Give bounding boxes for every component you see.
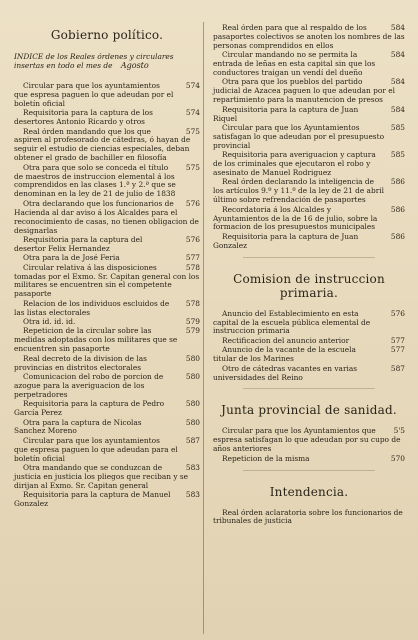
entry-text: Rectificacion del anuncio anterior	[222, 335, 350, 345]
entry-page-number: 586	[390, 204, 405, 214]
sanidad-entry-list	[213, 427, 405, 463]
instruccion-entry-list	[213, 310, 405, 383]
index-entry	[213, 106, 405, 124]
column-divider	[203, 22, 204, 634]
left-column	[14, 24, 200, 510]
entry-page-number: 576	[185, 234, 200, 244]
index-entry	[213, 178, 405, 205]
entry-page-number: 578	[185, 262, 200, 272]
index-entry	[14, 264, 200, 300]
entry-page-number: 574	[185, 81, 200, 90]
entry-page-number: 583	[185, 463, 200, 473]
section-title-gobierno: Gobierno político.	[50, 28, 164, 42]
index-heading-text: INDICE de los Reales órdenes y circulares insertas en todo el mes de	[14, 52, 174, 70]
section-title-instruccion: Comision de instruccion primaria.	[233, 271, 385, 300]
entry-page-number: 579	[185, 326, 200, 336]
entry-page-number: 584	[390, 104, 405, 114]
entry-page-number: 580	[185, 399, 200, 409]
index-entry	[14, 164, 200, 200]
index-entry	[213, 78, 405, 105]
entry-page-number: 586	[390, 177, 405, 187]
entry-page-number: 575	[185, 162, 200, 172]
entry-text: Anuncio del Establecimiento en esta capital de la escuela pública elemental de instruccion primaria	[213, 308, 371, 336]
index-entry	[213, 24, 405, 51]
entry-text: Circular para que los Ayuntamientos que espresa satisfagan lo que adeudan por su cupo de años anteriores	[213, 426, 401, 454]
entry-text: Circular mandando no se permita la entrada de leñas en esta capital sin que los conductores traigan un vendí del dueño	[213, 50, 376, 78]
entry-page-number: 585	[390, 122, 405, 132]
index-entry	[14, 373, 200, 400]
entry-text: Requisitoria para la captura de Pedro García Perez	[14, 399, 165, 418]
entry-text: Requisitoria para averiguacion y captura de los criminales que ejecutaron el robo y asesinato de Manuel Rodriguez	[213, 150, 376, 177]
index-entry	[213, 206, 405, 233]
index-entry	[213, 455, 405, 464]
index-entry	[213, 233, 405, 251]
entry-text: Real órden mandando que los que aspiren al profesorado de cátedras, ó hayan de seguir el estudio de ciencias especiales, deban obtener el grado de bachiller en filosofía	[14, 126, 191, 163]
entry-text: Comunicacion del robo de porcion de azogue para la averiguacion de los perpetradores	[14, 372, 164, 399]
index-entry	[14, 400, 200, 418]
index-entry	[213, 51, 405, 78]
index-entry	[14, 327, 200, 354]
entry-page-number: 576	[185, 198, 200, 208]
entry-text: Otra para la captura de Nicolas Sanchez Moreno	[14, 417, 142, 436]
entry-text: Requisitoria para la captura de Juan Gonzalez	[213, 231, 359, 250]
entry-text: Real órden declarando la inteligencia de los artículos 9.º y 11.º de la ley de 21 de abril último sobre refrendación de pasaportes	[213, 177, 384, 205]
entry-text: Otra mandando que se conduzcan de justicia en justicia los pliegos que reciban y se dirijan al Exmo. Sr. Capitan general	[14, 463, 189, 490]
entry-text: Anuncio de la vacante de la escuela titular de los Marines	[213, 345, 356, 364]
intendencia-entry-list	[213, 509, 405, 527]
entry-text: Circular relativa á las disposiciones tomadas por el Exmo. Sr. Capitan general con los militares se encuentren sin el competente pasaporte	[14, 262, 200, 299]
index-entry	[213, 365, 405, 383]
entry-text: Real órden aclaratoria sobre los funcionarios de tribunales de justicia	[213, 507, 403, 526]
entry-page-number: 580	[185, 372, 200, 381]
entry-page-number: 579	[185, 317, 200, 327]
entry-page-number: 584	[390, 23, 405, 32]
index-entry	[213, 310, 405, 337]
index-entry	[14, 200, 200, 236]
entry-text: Requisitoria para la captura del desertor Felix Hernandez	[14, 234, 143, 253]
entry-page-number: 578	[185, 298, 200, 308]
entry-text: Requisitoria para la captura de Juan Riquel	[213, 104, 359, 123]
entry-text: Otra id. id. id.	[23, 317, 76, 327]
entry-text: Requisitoria para la captura de Manuel Gonzalez	[14, 490, 171, 509]
index-entry	[14, 437, 200, 464]
entry-text: Repeticion de la circular sobre las medidas adoptadas con los militares que se encuentren sin pasaporte	[14, 326, 178, 354]
entry-text: Recordatoria á los Alcaldes y Ayuntamientos de la de 16 de julio, sobre la formacion de los presupuestos municipales	[213, 204, 378, 232]
section-rule	[243, 257, 375, 258]
entry-page-number: 584	[390, 50, 405, 60]
section-title-intendencia: Intendencia.	[269, 484, 349, 499]
entry-page-number: 580	[185, 417, 200, 427]
right-column	[213, 24, 405, 527]
index-entry	[213, 346, 405, 364]
section-rule	[243, 388, 375, 389]
entry-text: Repeticion de la misma	[222, 453, 310, 463]
index-entry	[213, 427, 405, 454]
right-entry-list	[213, 24, 405, 251]
index-entry	[14, 491, 200, 509]
entry-page-number: 584	[390, 77, 405, 87]
entry-page-number: 574	[185, 108, 200, 118]
section-rule	[243, 470, 375, 471]
index-entry	[14, 236, 200, 254]
section-title-sanidad: Junta provincial de sanidad.	[221, 403, 397, 418]
index-entry	[14, 419, 200, 437]
entry-page-number: 575	[185, 126, 200, 136]
entry-page-number: 587	[185, 435, 200, 445]
entry-page-number: 586	[390, 231, 405, 241]
entry-text: Circular para que los Ayuntamientos satisfagan lo que adeudan por el presupuesto provincial	[213, 122, 385, 150]
entry-text: Otra declarando que los funcionarios de Hacienda al dar aviso á los Alcaldes para el reconocimiento de casas, no tienen obligacion de designarlas	[14, 198, 199, 235]
index-entry	[14, 300, 200, 318]
index-heading	[14, 52, 200, 70]
index-month-handwritten: Agosto	[120, 61, 149, 70]
entry-page-number: 580	[185, 353, 200, 363]
entry-page-number: 576	[390, 308, 405, 318]
entry-text: Requisitoria para la captura de los desertores Antonio Ricardo y otros	[14, 108, 153, 127]
entry-text: Relacion de los individuos escluidos de las listas electorales	[14, 298, 170, 317]
entry-page-number: 583	[185, 490, 200, 500]
index-entry	[14, 128, 200, 164]
entry-page-number: 585	[390, 150, 405, 160]
index-entry	[213, 509, 405, 527]
index-entry	[14, 464, 200, 491]
index-entry	[14, 355, 200, 373]
entry-text: Circular para que los ayuntamientos que espresa paguen lo que adeudan para el boletín oficial	[14, 435, 178, 463]
index-entry	[14, 109, 200, 127]
entry-page-number: 587	[390, 363, 405, 373]
entry-text: Real órden para que al respaldo de los pasaportes colectivos se anoten los nombres de las personas comprendidos en ellos	[213, 23, 405, 50]
entry-text: Otra para la de José Feria	[23, 253, 120, 263]
entry-page-number: 570	[390, 453, 405, 463]
entry-page-number: 577	[390, 345, 405, 355]
entry-text: Circular para que los ayuntamientos que espresa paguen lo que adeudan por el boletín oficial	[14, 81, 174, 108]
entry-page-number: 577	[185, 253, 200, 263]
left-entry-list	[14, 82, 200, 509]
index-entry	[14, 82, 200, 109]
entry-text: Otra para que los pueblos del partido judicial de Azacea paguen lo que adeudan por el repartimiento para la manutencion de presos	[213, 77, 395, 105]
index-entry	[213, 124, 405, 151]
entry-text: Real decreto de la division de las provincias en distritos electorales	[14, 353, 147, 372]
entry-text: Otro de cátedras vacantes en varias universidades del Reino	[213, 363, 358, 382]
index-entry	[213, 151, 405, 178]
entry-text: Otra para que solo se conceda el título de maestros de instruccion elemental á los comprendidos en las clases 1.ª y 2.ª que se denominan en la ley de 21 de julio de 1838	[14, 162, 176, 199]
entry-page-number: 577	[390, 335, 405, 345]
entry-page-number: 5'5	[393, 426, 405, 436]
